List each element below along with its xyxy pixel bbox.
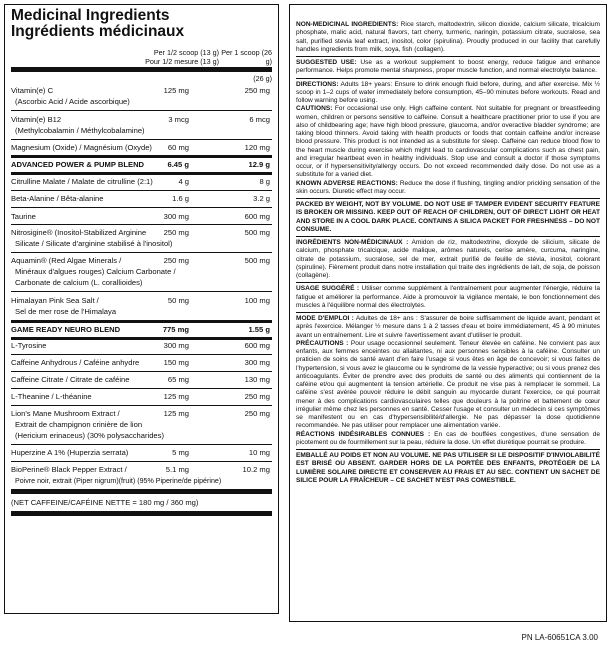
divider bbox=[11, 110, 272, 111]
divider bbox=[296, 78, 600, 79]
divider bbox=[11, 388, 272, 389]
ingredient-sub: Sel de mer rose de l'Himalaya bbox=[15, 307, 117, 316]
divider bbox=[11, 139, 272, 140]
serving-half-scoop: Per 1/2 scoop (13 g) Pour 1/2 mesure (13 g) bbox=[145, 48, 219, 66]
adv-fr: RÉACTIONS INDÉSIRABLES CONNUES : En cas de bouffées congestives, d'une sensation de picotement ou de fourmillement sur la peau, réduire la dose. Un effet diurétique pourrait se produire. bbox=[296, 430, 600, 446]
title-fr: Ingrédients médicinaux bbox=[11, 23, 185, 40]
ingredient-sub: Extrait de champignon crinière de lion bbox=[15, 420, 143, 429]
title-en: Medicinal Ingredients bbox=[11, 7, 170, 24]
divider bbox=[11, 354, 272, 355]
divider bbox=[296, 56, 600, 57]
label-text-panel bbox=[289, 4, 607, 622]
divider bbox=[11, 337, 272, 340]
ingredient-sub: Silicate / Silicate d'arginine stabilisé à l'inositol) bbox=[15, 239, 173, 248]
ingredient-sub: (Hericium erinaceus) (30% polysaccharides) bbox=[15, 431, 164, 440]
divider bbox=[11, 320, 272, 323]
ingredient-sub: Minéraux d'algues rouges) Calcium Carbonate / bbox=[15, 267, 176, 276]
divider bbox=[11, 224, 272, 225]
caut-fr: PRÉCAUTIONS : Pour usage occasionnel seulement. Teneur élevée en caféine. Ne convient pas aux enfants, aux femmes enceintes ou allaitantes, ni aux personnes sensibles à la caféine. Consulter un praticien de soins de santé avant d'en faire l'usage si vous êtes en âge de concevoir; si vous faites de l'hypertension, si vous avez le glaucome ou le syndrome de la vessie hyperactive; ou si vous prenez des anticoagulants. Éviter de prendre avec des produits de santé ou des aliments qui contiennent de la caféine et/ou qui augmentent la tension artérielle. Ce produit ne vise pas à remplacer le sommeil. La caféine s'est avérée pouvoir réduire le débit sanguin au myocarde durant l'exercice, ce qui pourrait mener à des complications cardiovasculaires telles que douleurs à la poitrine et battement de cœur irrégulier même chez les personnes en santé. Cesser l'usage et consulter un médecin si ces symptômes se manifestent ou en cas d'hypersensibilité/d'allergie. Ne pas dépasser la dose quotidienne recommandée. Ne pas utiliser pour remplacer une alimentation variée. bbox=[296, 339, 600, 430]
medicinal-ingredients-panel: Medicinal Ingredients Ingrédients médicinaux Per 1/2 scoop (13 g) Pour 1/2 mesure (13 g) Per 1 scoop (26 g) (26 g) Vitamin(e) C 125 mg 250 mg (Ascorbic Acid / Acide ascorbique) Vitamin(e) B12 3 mcg 6 mcg (Methylcobalamin / Méthylcobalamine) Magnesium (Oxide) / Magnésium (Oxyde) 60 mg 120 mg ADVANCED POWER & PUMP BLEND 6.45 g 12.9 g Citrulline Malate / Malate de citrulline (2:1) 4 g 8 g Beta-Alanine / Bêta-alanine 1.6 g 3.2 g Taurine 300 mg 600 mg Nitrosigine® (Inositol-Stabilized Arginine 250 mg 500 mg Silicate / Silicate d'arginine stabilisé à l'inositol) Aquamin® (Red Algae Minerals / 250 mg 500 mg Minéraux d'algues rouges) Calcium Carbonate / Carbonate de calcium (L. corallioides) Himalayan Pink Sea Salt / 50 mg 100 mg Sel de mer rose de l'Himalaya GAME READY NEURO BLEND 775 mg 1.55 g L-Tyrosine 300 mg 600 mg Caffeine Anhydrous / Caféine anhydre 150 mg 300 mg Caffeine Citrate / Citrate de caféine 65 mg 130 mg L-Theanine / L-théanine 125 mg 250 mg Lion's Mane Mushroom Extract / 125 mg 250 mg Extrait de champignon crinière de lion (Hericium erinaceus) (30% polysaccharides) Huperzine A 1% (Huperzia serrata) 5 mg 10 mg BioPerine® Black Pepper Extract / 5.1 mg 10.2 mg Poivre noir, extrait (Piper nigrum)(fruit) (95% Piperine/de pipérine) (NET CAFFEINE/CAFÉINE NETTE = 180 mg / 360 mg) bbox=[4, 4, 279, 614]
divider bbox=[11, 405, 272, 406]
part-number: PN LA-60651CA 3.00 bbox=[521, 633, 598, 642]
divider bbox=[11, 511, 272, 516]
divider bbox=[11, 172, 272, 175]
divider bbox=[11, 67, 272, 72]
divider bbox=[11, 444, 272, 445]
packed-fr: EMBALLÉ AU POIDS ET NON AU VOLUME. NE PAS UTILISER SI LE DISPOSITIF D'INVIOLABILITÉ EST BRISÉ OU ABSENT. GARDER HORS DE LA PORTÉE DES ENFANTS, PROTÉGER DE LA LUMIÈRE SOLAIRE DIRECTE ET CONSERVER AU FRAIS ET AU SEC. CONTIENT UN SACHET DE SILICE POUR LA FRAÎCHEUR – CE SACHET N'EST PAS COMESTIBLE. bbox=[296, 452, 600, 484]
divider bbox=[296, 236, 600, 237]
ingredient-sub: (Methylcobalamin / Méthylcobalamine) bbox=[15, 126, 145, 135]
dir-en: DIRECTIONS: Adults 18+ years: Ensure to drink enough fluid before, during, and after exercise. Mix ½ scoop in 1–2 cups of water immediately before consumption, 45–90 minutes before workouts. Read and follow warning before using. bbox=[296, 80, 600, 104]
ingredient-sub: Carbonate de calcium (L. corallioides) bbox=[15, 278, 143, 287]
nmi-fr: INGRÉDIENTS NON-MÉDICINAUX : Amidon de riz, maltodextrine, dioxyde de silicium, silicate de calcium, phosphate tricalcique, acide malique, arômes naturels, cerise amère, curcuma, naringine, citrate de potassium, sucralose, sel de mer, extrait purifié de feuille de stévia, inositol, colorant (spiruline). Fièrement produit dans notre installation qui traite des ingrédients de lait, de soja, de poisson (collagène). bbox=[296, 239, 600, 279]
divider bbox=[11, 461, 272, 462]
divider bbox=[296, 198, 600, 199]
ingredient-sub: (Ascorbic Acid / Acide ascorbique) bbox=[15, 97, 130, 106]
divider bbox=[296, 312, 600, 313]
use-en: SUGGESTED USE: Use as a workout supplement to boost energy, reduce fatigue and enhance performance. Helps promote mental sharpness, proper muscle function, and normal electrolyte balance. bbox=[296, 59, 600, 75]
packed-en: PACKED BY WEIGHT, NOT BY VOLUME. DO NOT USE IF TAMPER EVIDENT SECURITY FEATURE IS BROKEN OR MISSING. KEEP OUT OF REACH OF CHILDREN, OUT OF DIRECT LIGHT OR HEAT AND STORE IN A COOL DARK PLACE. CONTAINS A SILICA PACKET FOR FRESHNESS – DO NOT CONSUME. bbox=[296, 201, 600, 233]
divider bbox=[11, 207, 272, 208]
divider bbox=[11, 190, 272, 191]
divider bbox=[11, 371, 272, 372]
serving-full-scoop: Per 1 scoop (26 g) (26 g) bbox=[221, 48, 272, 83]
dir-fr: MODE D'EMPLOI : Adultes de 18+ ans : S'assurer de boire suffisamment de liquide avant, pendant et après l'exercice. Mélanger ½ mesure dans 1 à 2 tasses d'eau et boire immédiatement, 45 à 90 minutes avant un entraînement. Lire et suivre l'avertissement avant d'utiliser le produit. bbox=[296, 315, 600, 339]
divider bbox=[11, 252, 272, 253]
ingredient-sub: Poivre noir, extrait (Piper nigrum)(fruit) (95% Piperine/de pipérine) bbox=[15, 477, 222, 485]
adv-en: KNOWN ADVERSE REACTIONS: Reduce the dose if flushing, tingling and/or prickling sensation of the skin occurs. Diuretic effect may occur. bbox=[296, 179, 600, 195]
nmi-en: NON-MEDICINAL INGREDIENTS: Rice starch, maltodextrin, silicon dioxide, calcium silicate, tricalcium phosphate, malic acid, natural flavors, tart cherry, turmeric, naringin, potassium citrate, sucralose, sea salt, purified stevia leaf extract, inositol, color (spirulina). Proudly produced in our facility that carefully handles ingredients from milk, soya, fish (collagen). bbox=[296, 21, 600, 53]
caut-en: CAUTIONS: For occasional use only. High caffeine content. Not suitable for pregnant or breastfeeding women, children or persons sensitive to caffeine. Consult a healthcare practitioner prior to use if you are also of childbearing age; have high blood pressure, glaucoma, and/or overactive bladder syndrome; are taking blood thinners. Avoid taking with health products or foods that contain caffeine and/or increase blood pressure. This product is not intended as a substitute for sleep. Caffeine can reduce blood flow to the heart muscle during exercise which might lead to cardiovascular complications such as chest pain, and irregular heartbeat even in healthy individuals. Stop use and consult a doctor if those symptoms occur, or if hypersensitivity/allergy occurs. Do not exceed recommended daily dose. Do not use as a substitute for a varied diet. bbox=[296, 105, 600, 179]
divider bbox=[296, 449, 600, 450]
divider bbox=[296, 282, 600, 283]
divider bbox=[11, 489, 272, 494]
divider bbox=[11, 155, 272, 158]
use-fr: USAGE SUGGÉRÉ : Utiliser comme supplément à l'entraînement pour augmenter l'énergie, réduire la fatigue et améliorer la performance. Aide à promouvoir la vigilance mentale, le bon fonctionnement des muscles à l'équilibre normal des électrolytes. bbox=[296, 285, 600, 309]
divider bbox=[11, 291, 272, 292]
